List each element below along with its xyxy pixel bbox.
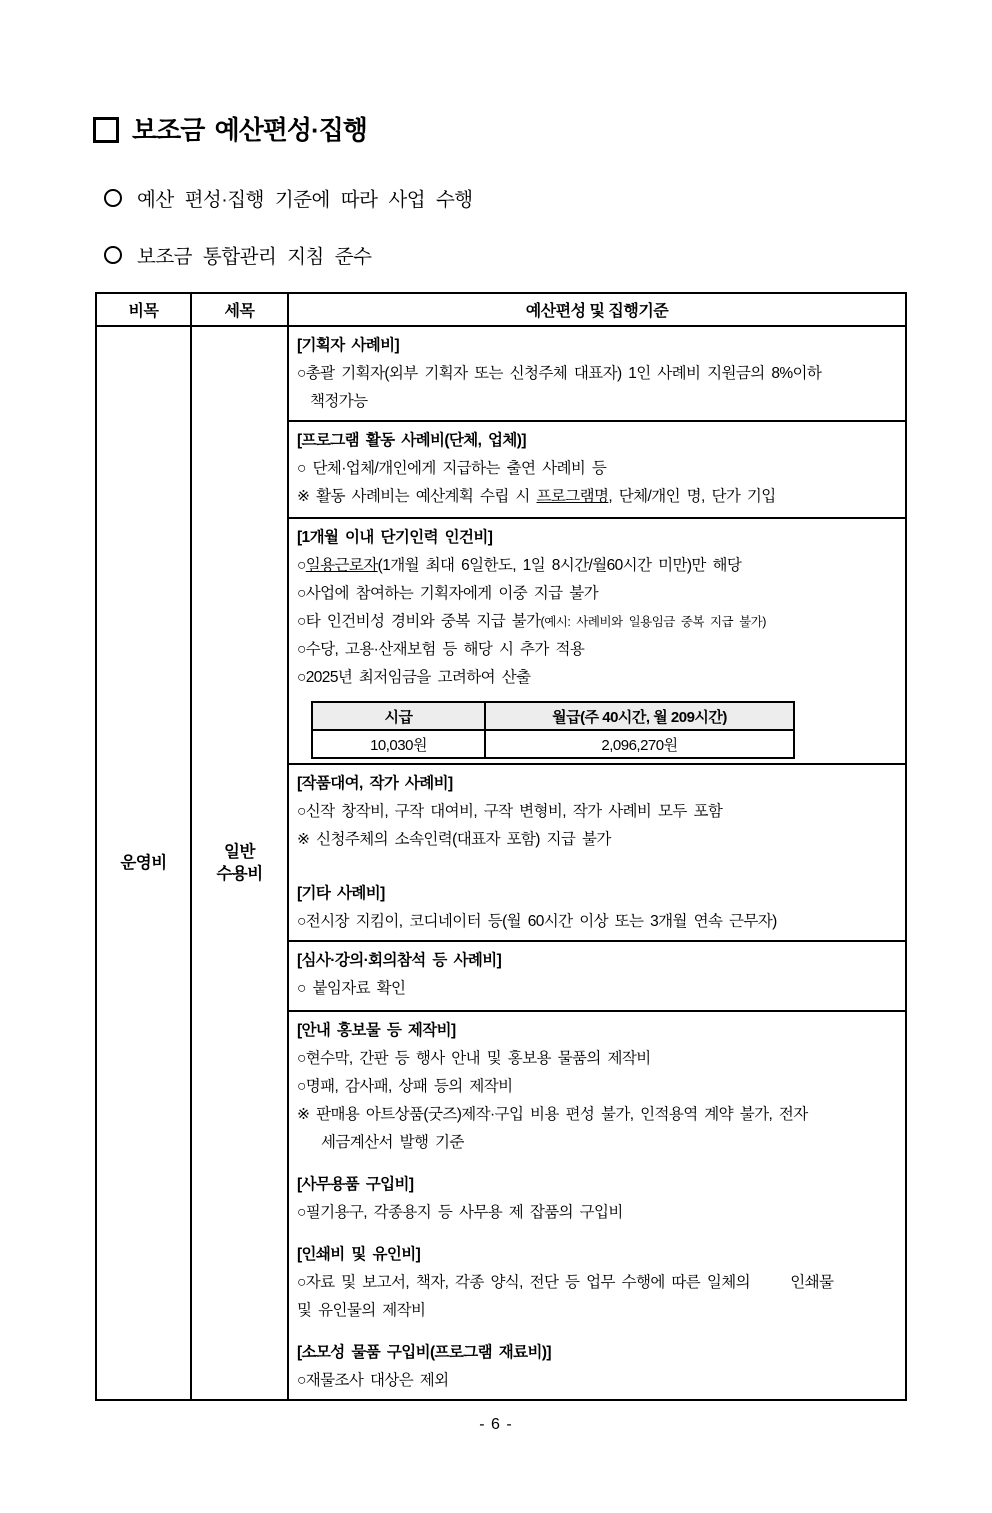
budget-table — [95, 292, 907, 1401]
section-title: [안내 홍보물 등 제작비] — [297, 1022, 456, 1039]
text-line: ○ 붙임자료 확인 — [297, 980, 406, 997]
minimum-wage-table — [311, 701, 795, 759]
bullet-item-2 — [104, 241, 992, 269]
text-segment: ○타 인건비성 경비와 중복 지급 불가 — [297, 613, 541, 630]
bullet-text-2: 보조금 통합관리 지침 준수 — [137, 246, 372, 268]
text-line: ○신작 창작비, 구작 대여비, 구작 변형비, 작가 사례비 모두 포함 — [297, 803, 723, 820]
text-segment: ※ 활동 사례비는 예산계획 수립 시 — [297, 488, 537, 505]
text-line: ○재물조사 대상은 제외 — [297, 1372, 449, 1389]
wage-header-hourly: 시급 — [312, 702, 485, 730]
text-line: ※ 판매용 아트상품(굿즈)제작·구입 비용 편성 불가, 인적용역 계약 불가, 전자 — [297, 1106, 808, 1123]
wage-value-hourly: 10,030원 — [312, 730, 485, 758]
semok-value-line2: 수용비 — [216, 865, 263, 883]
text-line — [297, 608, 897, 636]
page-number: - 6 - — [479, 1416, 513, 1433]
criteria-cell-artwork-and-other-fee — [288, 764, 906, 941]
section-title: [프로그램 활동 사례비(단체, 업체)] — [297, 432, 526, 449]
text-line: 책정가능 — [310, 393, 368, 410]
text-segment: (1개월 최대 6일한도, 1일 8시간/월60시간 미만)만 해당 — [377, 557, 742, 574]
text-line: ○필기용구, 각종용지 등 사무용 제 잡품의 구입비 — [297, 1204, 623, 1221]
underlined-text: 프로그램명 — [536, 488, 609, 505]
text-line: ○전시장 지킴이, 코디네이터 등(월 60시간 이상 또는 3개월 연속 근무자) — [297, 913, 777, 930]
title-row — [93, 110, 992, 147]
text-segment: , 단체/개인 명, 단가 기입 — [608, 488, 776, 505]
header-bimok: 비목 — [96, 293, 191, 326]
table-header-row — [96, 293, 906, 326]
bullet-text-1: 예산 편성·집행 기준에 따라 사업 수행 — [137, 189, 473, 211]
criteria-cell-review-lecture-meeting-fee — [288, 941, 906, 1011]
header-criteria: 예산편성 및 집행기준 — [288, 293, 906, 326]
wage-table-value-row — [312, 730, 794, 758]
document-page — [0, 110, 992, 1513]
cell-semok — [191, 326, 288, 1400]
text-line: ○ 단체·업체/개인에게 지급하는 출연 사례비 등 — [297, 460, 607, 477]
text-line: ○사업에 참여하는 기획자에게 이중 지급 불가 — [297, 585, 599, 602]
checkbox-square-icon — [93, 117, 119, 143]
section-title: [심사·강의·회의참석 등 사례비] — [297, 952, 502, 969]
section-title: [사무용품 구입비] — [297, 1176, 414, 1193]
text-line: ○명패, 감사패, 상패 등의 제작비 — [297, 1078, 513, 1095]
text-line: 및 유인물의 제작비 — [297, 1302, 426, 1319]
wage-value-monthly: 2,096,270원 — [485, 730, 794, 758]
header-semok: 세목 — [191, 293, 288, 326]
cell-bimok — [96, 326, 191, 1400]
semok-value-line1: 일반 — [224, 842, 255, 861]
underlined-text: 일용근로자 — [305, 557, 378, 574]
section-title: [소모성 물품 구입비(프로그램 재료비)] — [297, 1344, 551, 1361]
wage-table-header-row — [312, 702, 794, 730]
small-note-text: (예시: 사례비와 일용임금 중복 지급 불가) — [540, 615, 766, 629]
section-title: [기획자 사례비] — [297, 337, 400, 354]
section-title: [인쇄비 및 유인비] — [297, 1246, 421, 1263]
criteria-cell-planner-fee — [288, 326, 906, 421]
criteria-cell-promo-office-print-consumables — [288, 1011, 906, 1400]
bimok-value: 운영비 — [120, 853, 167, 872]
text-line: ○수당, 고용·산재보험 등 해당 시 추가 적용 — [297, 641, 585, 658]
section-title: [1개월 이내 단기인력 인건비] — [297, 529, 493, 546]
text-line — [297, 552, 897, 580]
circle-bullet-icon — [104, 246, 122, 264]
text-line: 세금계산서 발행 기준 — [321, 1134, 464, 1151]
text-line — [297, 483, 897, 511]
criteria-cell-program-activity-fee — [288, 421, 906, 518]
table-row — [96, 326, 906, 421]
text-line: ○현수막, 간판 등 행사 안내 및 홍보용 물품의 제작비 — [297, 1050, 651, 1067]
criteria-cell-short-term-labor — [288, 518, 906, 764]
section-title: [작품대여, 작가 사례비] — [297, 775, 453, 792]
text-line: ○총괄 기획자(외부 기획자 또는 신청주체 대표자) 1인 사례비 지원금의 8%이하 — [297, 365, 822, 382]
text-segment: ○ — [297, 557, 306, 574]
bullet-item-1 — [104, 184, 992, 212]
page-title: 보조금 예산편성·집행 — [132, 115, 367, 145]
wage-header-monthly: 월급(주 40시간, 월 209시간) — [485, 702, 794, 730]
text-line: ※ 신청주체의 소속인력(대표자 포함) 지급 불가 — [297, 831, 611, 848]
circle-bullet-icon — [104, 189, 122, 207]
section-title: [기타 사례비] — [297, 885, 385, 902]
text-line: ○자료 및 보고서, 책자, 각종 양식, 전단 등 업무 수행에 따른 일체의 인쇄물 — [297, 1274, 834, 1291]
text-line: ○2025년 최저임금을 고려하여 산출 — [297, 669, 531, 686]
